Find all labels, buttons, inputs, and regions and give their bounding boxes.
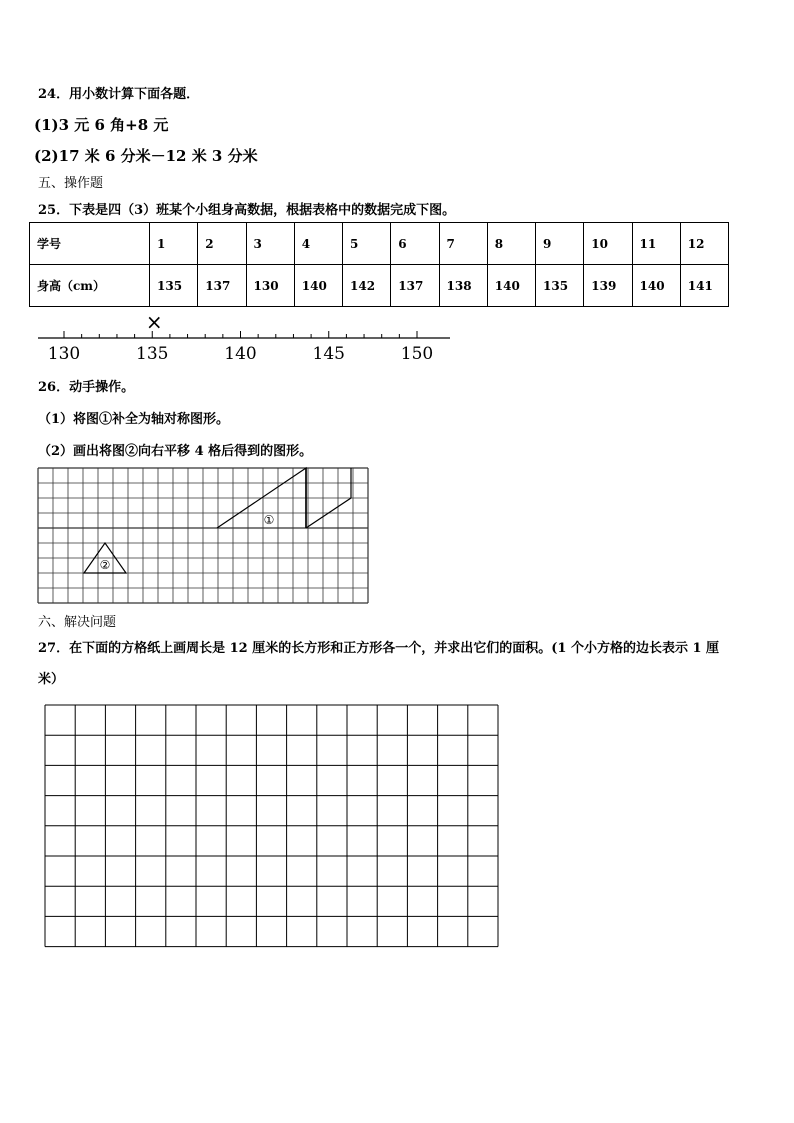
q26-item-2: （2）画出将图②向右平移 4 格后得到的图形。 <box>38 444 313 459</box>
table-cell: 10 <box>584 223 632 265</box>
q26-grid-lines <box>38 468 368 603</box>
number-line-cross-mark: × <box>145 310 163 334</box>
q24-item-2: (2)17 米 6 分米－12 米 3 分米 <box>34 147 258 165</box>
table-cell: 141 <box>680 265 728 307</box>
table-cell: 135 <box>150 265 198 307</box>
table-cell: 135 <box>536 265 584 307</box>
table-cell: 140 <box>487 265 535 307</box>
number-line-label: 130 <box>47 344 81 364</box>
table-cell: 142 <box>343 265 391 307</box>
table-cell: 3 <box>246 223 294 265</box>
section-5-heading: 五、操作题 <box>38 176 104 191</box>
table-row-header-height: 身高（cm） <box>30 265 150 307</box>
table-cell: 138 <box>439 265 487 307</box>
table-cell: 7 <box>439 223 487 265</box>
table-cell: 8 <box>487 223 535 265</box>
number-line-label: 140 <box>224 344 257 364</box>
q25-title: 25．下表是四（3）班某个小组身高数据，根据表格中的数据完成下图。 <box>38 203 456 218</box>
section-6-heading: 六、解决问题 <box>38 615 117 630</box>
figure-2-label: ② <box>99 558 111 572</box>
number-line-label: 145 <box>312 344 345 364</box>
figure-1-label: ① <box>263 513 275 527</box>
q26-item-1: （1）将图①补全为轴对称图形。 <box>38 412 230 427</box>
table-cell: 137 <box>198 265 246 307</box>
number-line-label: 150 <box>400 344 434 364</box>
table-cell: 140 <box>294 265 342 307</box>
q24-item-1: (1)3 元 6 角+8 元 <box>34 116 169 134</box>
table-cell: 140 <box>632 265 680 307</box>
q27-title-continued: 米） <box>38 672 65 687</box>
table-cell: 137 <box>391 265 439 307</box>
height-data-table <box>29 222 729 307</box>
q26-title: 26．动手操作。 <box>38 380 135 395</box>
table-cell: 2 <box>198 223 246 265</box>
q24-title: 24．用小数计算下面各题． <box>38 87 200 102</box>
table-row <box>30 223 729 265</box>
table-row-header-id: 学号 <box>30 223 150 265</box>
table-cell: 5 <box>343 223 391 265</box>
number-line-label: 135 <box>136 344 169 364</box>
table-cell: 12 <box>680 223 728 265</box>
table-cell: 130 <box>246 265 294 307</box>
figure-2-triangle <box>84 543 126 573</box>
table-cell: 139 <box>584 265 632 307</box>
table-row <box>30 265 729 307</box>
q27-title: 27．在下面的方格纸上画周长是 12 厘米的长方形和正方形各一个，并求出它们的面积。(1 个小方格的边长表示 1 厘 <box>38 641 720 656</box>
figure-1-left-triangle <box>217 468 306 528</box>
table-cell: 6 <box>391 223 439 265</box>
table-cell: 11 <box>632 223 680 265</box>
table-cell: 1 <box>150 223 198 265</box>
table-cell: 9 <box>536 223 584 265</box>
table-cell: 4 <box>294 223 342 265</box>
figure-1-right-triangle <box>306 468 351 528</box>
